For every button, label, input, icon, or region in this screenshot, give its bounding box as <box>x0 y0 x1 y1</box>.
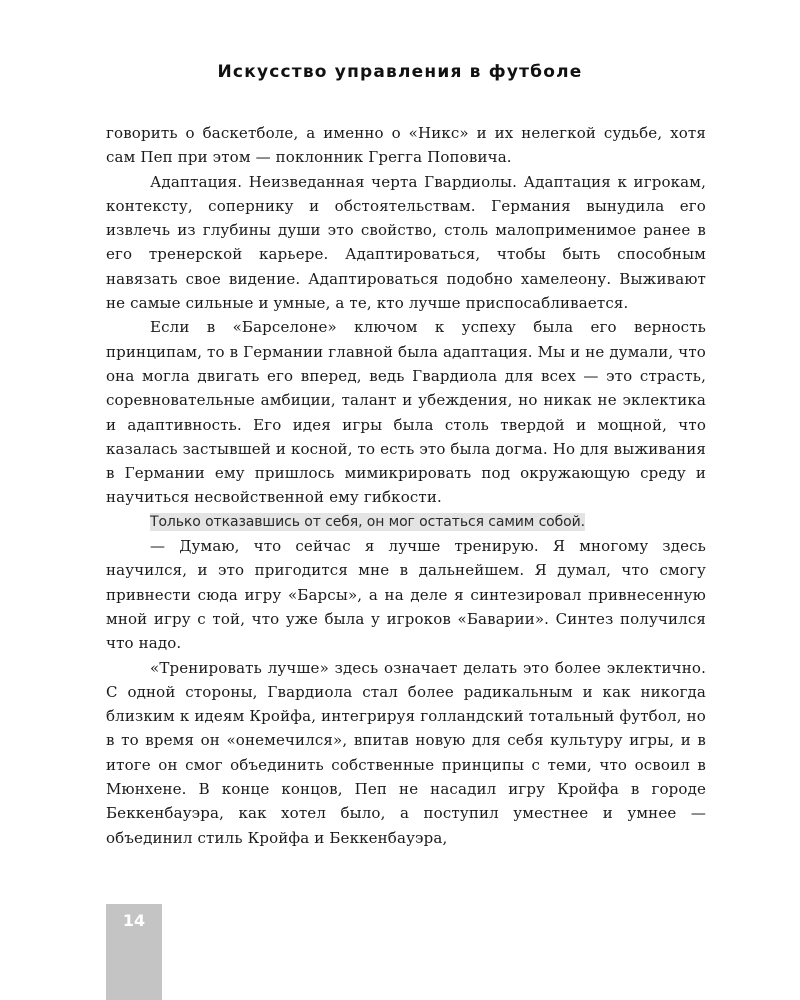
paragraph-train-better: «Тренировать лучше» здесь означает делать это более эклектично. С одной стороны, Гвардиола стал более радикальным и как никогда близким к идеям Кройфа, интегрируя голландский тотальный футбол, но в то время он «онемечился», впитав новую для себя культуру игры, и в итоге он смог объединить собственные принципы с теми, что освоил в Мюнхене. В конце концов, Пеп не насадил игру Кройфа в городе Беккенбауэра, как хотел было, а поступил уместнее и умнее — объединил стиль Кройфа и Беккенбауэра, <box>106 658 706 847</box>
page-number: 14 <box>122 911 146 930</box>
paragraph-adaptation: Адаптация. Неизведанная черта Гвардиолы. Адаптация к игрокам, контексту, сопернику и обстоятельствам. Германия вынудила его извлечь из глубины души это свойство, столь малоприменимое ранее в его тренерской карьере. Адаптироваться, чтобы быть способным навязать свое видение. Адаптироваться подобно хамелеону. Выживают не самые сильные и умные, а те, кто лучше приспосабливается. <box>106 172 706 313</box>
paragraph-quote: — Думаю, что сейчас я лучше тренирую. Я многому здесь научился, и это пригодится мне в дальнейшем. Я думал, что смогу привнести сюда игру «Барсы», а на деле я синтезировал привнесенную мной игру с той, что уже была у игроков «Баварии». Синтез получился что надо. <box>106 537 706 653</box>
paragraph-continuation: говорить о баскетболе, а именно о «Никс» и их нелегкой судьбе, хотя сам Пеп при этом — поклонник Грегга Поповича. <box>106 124 706 167</box>
highlighted-sentence[interactable]: Только отказавшись от себя, он мог остаться самим собой. <box>150 513 585 530</box>
paragraph-barcelona: Если в «Барселоне» ключом к успеху была его верность принципам, то в Германии главной была адаптация. Мы и не думали, что она могла двигать его вперед, ведь Гвардиола для всех — это страсть, соревновательные амбиции, талант и убеждения, но никак не эклектика и адаптивность. Его идея игры была столь твердой и мощной, что казалась застывшей и косной, то есть это была догма. Но для выживания в Германии ему пришлось мимикрировать под окружающую среду и научиться несвойственной ему гибкости. <box>106 318 707 507</box>
page-number-tab <box>106 904 162 1000</box>
page-body <box>106 121 706 850</box>
highlighted-sentence-row <box>106 510 706 534</box>
running-header-title: Искусство управления в футболе <box>217 62 583 82</box>
